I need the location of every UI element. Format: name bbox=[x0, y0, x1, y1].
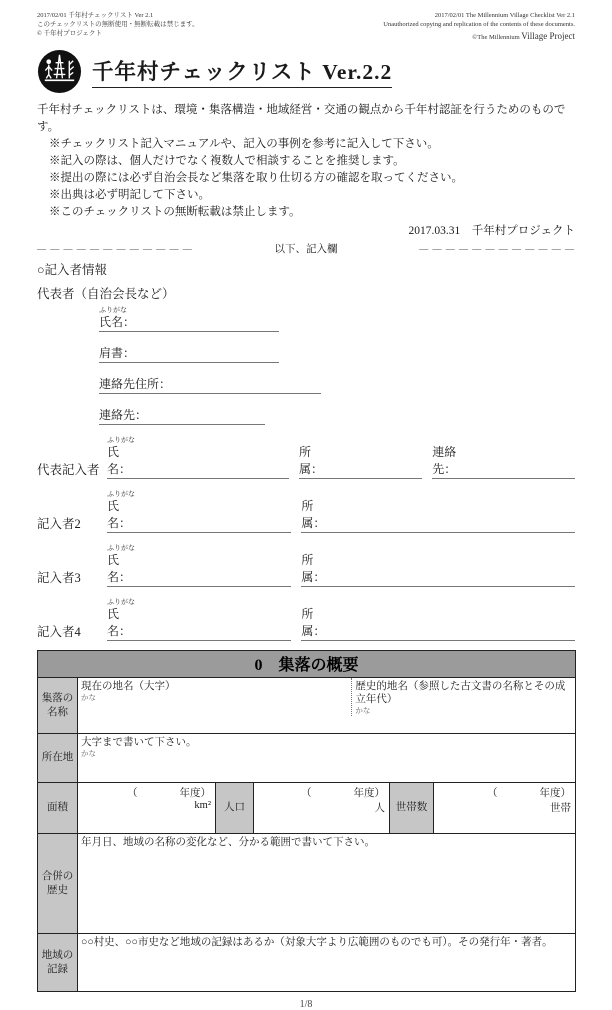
writer-role: 代表記入者 bbox=[37, 463, 100, 478]
rep-contact-label: 連絡先： bbox=[99, 408, 148, 423]
table-section-title: 0 集落の概要 bbox=[38, 651, 576, 678]
location-label: 所在地 bbox=[38, 734, 78, 783]
location-hint: 大字まで書いて下さい。 bbox=[81, 737, 197, 749]
fill-in-separator bbox=[37, 241, 575, 256]
furigana-label: ふりがな bbox=[107, 490, 135, 499]
current-name-kana: かな bbox=[81, 693, 96, 703]
writer-affiliation-blank[interactable] bbox=[337, 572, 575, 586]
writer-row-3 bbox=[37, 544, 575, 587]
households-year-hint: （ 年度） bbox=[487, 788, 572, 800]
intro-note-2: ※記入の際は、個人だけでなく複数人で相談することを推奨します。 bbox=[49, 155, 405, 168]
village-name-label: 集落の名称 bbox=[38, 678, 78, 734]
regional-records-row bbox=[38, 934, 576, 992]
representative-fields bbox=[99, 306, 575, 425]
writer-name-field bbox=[107, 598, 291, 641]
intro-note-5: ※このチェックリストの無断転載は禁止します。 bbox=[49, 206, 301, 219]
regional-records-cell[interactable] bbox=[78, 934, 576, 992]
intro-note-1: ※チェックリスト記入マニュアルや、記入の事例を参考に記入して下さい。 bbox=[49, 138, 439, 151]
page-number: 1/8 bbox=[299, 999, 313, 1010]
location-row bbox=[38, 734, 576, 783]
historic-name-subcell[interactable] bbox=[351, 678, 575, 716]
intro-block bbox=[37, 102, 575, 221]
village-overview-table bbox=[37, 650, 576, 992]
page-meta bbox=[37, 12, 575, 42]
intro-note-4: ※出典は必ず明記して下さい。 bbox=[49, 189, 210, 202]
writer-role: 記入者3 bbox=[37, 571, 81, 586]
stats-row bbox=[38, 783, 576, 834]
rep-title-row bbox=[99, 345, 575, 363]
population-unit: 人 bbox=[374, 803, 385, 815]
population-cell[interactable] bbox=[254, 783, 390, 834]
writer-affiliation-field bbox=[299, 444, 422, 479]
writer-affiliation-field bbox=[301, 552, 575, 587]
merger-history-cell[interactable] bbox=[78, 834, 576, 934]
meta-en-project-name: Village Project bbox=[521, 30, 575, 41]
separator-dashes-left: — — — — — — — — — — — — bbox=[37, 243, 193, 254]
rep-title-blank[interactable] bbox=[135, 348, 279, 362]
writer-name-field bbox=[107, 544, 291, 587]
meta-english bbox=[383, 12, 575, 42]
meta-jp-line1: 2017/02/01 千年村チェックリスト Ver 2.1 bbox=[37, 12, 154, 19]
meta-jp-line3: © 千年村プロジェクト bbox=[37, 29, 102, 37]
merger-history-label: 合併の歴史 bbox=[38, 834, 78, 934]
separator-dashes-right: — — — — — — — — — — — — bbox=[419, 243, 575, 254]
writer-name-label: 氏名： bbox=[107, 499, 132, 531]
writer-name-field bbox=[107, 490, 291, 533]
location-cell[interactable] bbox=[78, 734, 576, 783]
writer-affiliation-field bbox=[301, 606, 575, 641]
rep-contact-field bbox=[99, 407, 265, 425]
writer-contact-label: 連絡先： bbox=[432, 445, 457, 477]
writer-role: 記入者4 bbox=[37, 625, 81, 640]
date-line: 2017.03.31 千年村プロジェクト bbox=[408, 225, 575, 238]
households-cell[interactable] bbox=[434, 783, 576, 834]
rep-address-blank[interactable] bbox=[171, 379, 321, 393]
writer-affiliation-label: 所属： bbox=[301, 553, 326, 585]
writer-name-blank[interactable] bbox=[143, 518, 292, 532]
writer-affiliation-label: 所属： bbox=[298, 445, 323, 477]
rep-address-row bbox=[99, 376, 575, 394]
area-year-hint: （ 年度） bbox=[127, 788, 211, 800]
furigana-label: ふりがな bbox=[107, 544, 135, 553]
current-name-hint: 現在の地名（大字） bbox=[81, 681, 176, 693]
rep-name-row bbox=[99, 306, 575, 332]
rep-contact-row bbox=[99, 407, 575, 425]
households-unit: 世帯 bbox=[550, 803, 572, 815]
writer-name-blank[interactable] bbox=[143, 626, 292, 640]
regional-records-label: 地域の記録 bbox=[38, 934, 78, 992]
furigana-label: ふりがな bbox=[107, 598, 135, 607]
village-name-cell[interactable] bbox=[78, 678, 576, 734]
writer-affiliation-label: 所属： bbox=[301, 499, 326, 531]
writer-affiliation-label: 所属： bbox=[301, 607, 326, 639]
writer-contact-field bbox=[432, 444, 575, 479]
entrant-section-title: ○記入者情報 bbox=[37, 263, 108, 278]
population-label: 人口 bbox=[216, 783, 254, 834]
intro-note-3: ※提出の際には必ず自治会長など集落を取り仕切る方の確認を取ってください。 bbox=[49, 172, 463, 185]
rep-title-field bbox=[99, 345, 279, 363]
writer-affiliation-blank[interactable] bbox=[334, 464, 422, 478]
writer-row-lead bbox=[37, 436, 575, 479]
regional-records-hint: ○○村史、○○市史など地域の記録はあるか（対象大字より広範囲のものでも可）。その発行年・著者。 bbox=[81, 937, 553, 949]
current-name-subcell[interactable] bbox=[78, 678, 351, 716]
meta-en-line2: Unauthorized copying and replication of the contents of these documents. bbox=[383, 20, 575, 28]
area-cell[interactable] bbox=[78, 783, 216, 834]
millennium-village-logo-icon bbox=[37, 49, 82, 94]
writer-name-blank[interactable] bbox=[143, 572, 292, 586]
separator-label: 以下、記入欄 bbox=[274, 244, 338, 256]
historic-name-kana: かな bbox=[355, 706, 371, 716]
title-row bbox=[37, 47, 575, 95]
rep-name-field bbox=[99, 306, 279, 332]
area-unit: km² bbox=[194, 800, 211, 812]
writer-name-label: 氏名： bbox=[107, 553, 132, 585]
households-label: 世帯数 bbox=[390, 783, 434, 834]
merger-history-row bbox=[38, 834, 576, 934]
village-name-row bbox=[38, 678, 576, 734]
writer-row-4 bbox=[37, 598, 575, 641]
furigana-label: ふりがな bbox=[107, 436, 135, 445]
writer-affiliation-blank[interactable] bbox=[337, 518, 575, 532]
writer-name-blank[interactable] bbox=[142, 464, 289, 478]
table-section-header-row bbox=[38, 651, 576, 678]
meta-en-line3 bbox=[383, 30, 575, 43]
rep-name-label: 氏名： bbox=[99, 315, 136, 330]
rep-address-label: 連絡先住所： bbox=[99, 377, 172, 392]
location-kana: かな bbox=[81, 749, 96, 759]
meta-japanese bbox=[37, 12, 199, 38]
writer-name-label: 氏名： bbox=[107, 607, 132, 639]
area-label: 面積 bbox=[38, 783, 78, 834]
furigana-label: ふりがな bbox=[99, 306, 127, 315]
meta-jp-line2: このチェックリストの無断使用・無断転載は禁じます。 bbox=[37, 20, 199, 28]
page-title: 千年村チェックリスト Ver.2.2 bbox=[92, 55, 392, 88]
writer-affiliation-blank[interactable] bbox=[337, 626, 575, 640]
merger-history-hint: 年月日、地域の名称の変化など、分かる範囲で書いて下さい。 bbox=[81, 837, 375, 849]
writer-row-2 bbox=[37, 490, 575, 533]
writer-affiliation-field bbox=[301, 498, 575, 533]
population-year-hint: （ 年度） bbox=[301, 788, 385, 800]
meta-en-line1: 2017/02/01 The Millennium Village Checklist Ver 2.1 bbox=[434, 12, 575, 19]
historic-name-hint: 歴史的地名（参照した古文書の名称とその成立年代） bbox=[355, 681, 566, 706]
rep-name-blank[interactable] bbox=[135, 317, 279, 331]
writer-contact-blank[interactable] bbox=[479, 464, 575, 478]
rep-title-label: 肩書： bbox=[99, 346, 136, 361]
writer-role: 記入者2 bbox=[37, 517, 81, 532]
rep-contact-blank[interactable] bbox=[147, 410, 265, 424]
representative-heading: 代表者（自治会長など） bbox=[37, 287, 175, 302]
writer-name-label: 氏名： bbox=[107, 445, 132, 477]
intro-lead: 千年村チェックリストは、環境・集落構造・地域経営・交通の観点から千年村認証を行うためのものです。 bbox=[37, 104, 566, 134]
rep-address-field bbox=[99, 376, 321, 394]
writer-name-field bbox=[107, 436, 289, 479]
meta-en-copyright: ©The Millennium bbox=[472, 33, 522, 41]
